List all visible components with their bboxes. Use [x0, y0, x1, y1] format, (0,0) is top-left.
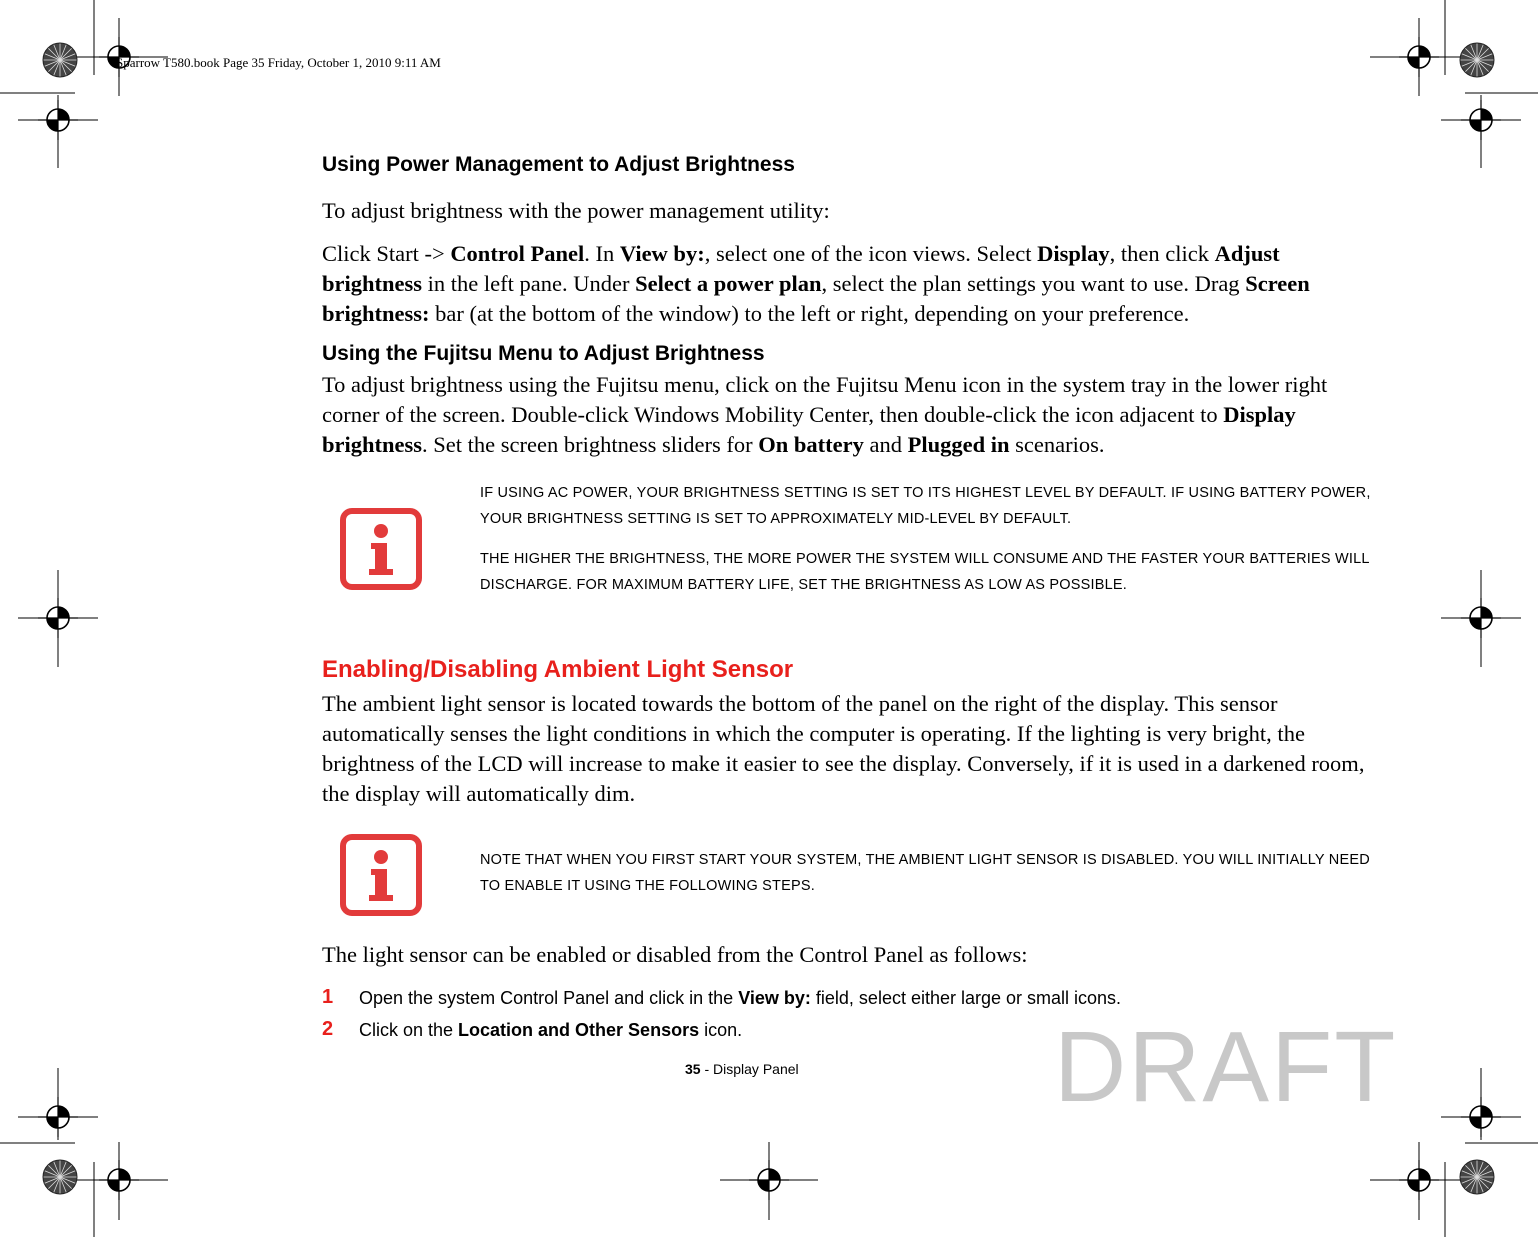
note2-text: NOTE THAT WHEN YOU FIRST START YOUR SYSTEM, THE AMBIENT LIGHT SENSOR IS DISABLED. YOU WILL INITIALLY NEED TO ENABLE IT USING THE FOLLOWING STEPS.: [480, 852, 1370, 894]
ambient-heading: Enabling/Disabling Ambient Light Sensor: [322, 656, 794, 683]
power-instructions: Click Start -> Control Panel. In View by:, select one of the icon views. Select Display, then click Adjust brightness in the left pane. Under Select a power plan, select the plan settings you want to use. Drag Screen brightness: bar (at the bottom of the window) to the left or right, depending on your preference.: [322, 241, 1310, 326]
step-2: [322, 1018, 743, 1041]
page-number: 35: [685, 1061, 701, 1077]
step-1: [322, 986, 1122, 1009]
fujitsu-heading: Using the Fujitsu Menu to Adjust Brightness: [322, 342, 765, 365]
step-text: Click on the Location and Other Sensors icon.: [359, 1020, 743, 1040]
steps-intro: The light sensor can be enabled or disabled from the Control Panel as follows:: [322, 942, 1028, 967]
step-text: Open the system Control Panel and click in the View by: field, select either large or small icons.: [359, 988, 1122, 1008]
ambient-body: The ambient light sensor is located towards the bottom of the panel on the right of the display. This sensor automatically senses the light conditions in which the computer is operating. If the lighting is very bright, the brightness of the LCD will increase to make it easier to see the display. Conversely, if it is used in a darkened room, the display will automatically dim.: [322, 691, 1365, 806]
info-icon: [339, 507, 423, 591]
page-section-title: Display Panel: [713, 1061, 799, 1077]
step-number: 2: [322, 1018, 334, 1040]
print-stamp: Sparrow T580.book Page 35 Friday, October 1, 2010 9:11 AM: [116, 55, 441, 70]
fujitsu-instructions: To adjust brightness using the Fujitsu menu, click on the Fujitsu Menu icon in the system tray in the lower right corner of the screen. Double-click Windows Mobility Center, then double-click the icon adjacent to Display brightness. Set the screen brightness sliders for On battery and Plugged in scenarios.: [322, 372, 1328, 457]
note1-line1: IF USING AC POWER, YOUR BRIGHTNESS SETTING IS SET TO ITS HIGHEST LEVEL BY DEFAULT. IF USING BATTERY POWER, YOUR BRIGHTNESS SETTING IS SET TO APPROXIMATELY MID-LEVEL BY DEFAULT.: [480, 485, 1371, 527]
power-intro: To adjust brightness with the power management utility:: [322, 198, 830, 223]
starburst-target-icon: [1460, 43, 1494, 77]
note1-line2: THE HIGHER THE BRIGHTNESS, THE MORE POWER THE SYSTEM WILL CONSUME AND THE FASTER YOUR BATTERIES WILL DISCHARGE. FOR MAXIMUM BATTERY LIFE, SET THE BRIGHTNESS AS LOW AS POSSIBLE.: [480, 551, 1370, 593]
starburst-target-icon: [1460, 1160, 1494, 1194]
page-footer: 35 - Display Panel: [685, 1061, 799, 1077]
step-number: 1: [322, 986, 334, 1008]
draft-watermark: DRAFT: [1054, 1011, 1398, 1123]
starburst-target-icon: [43, 43, 77, 77]
starburst-target-icon: [43, 1160, 77, 1194]
info-icon: [339, 833, 423, 917]
power-heading: Using Power Management to Adjust Brightness: [322, 153, 795, 176]
